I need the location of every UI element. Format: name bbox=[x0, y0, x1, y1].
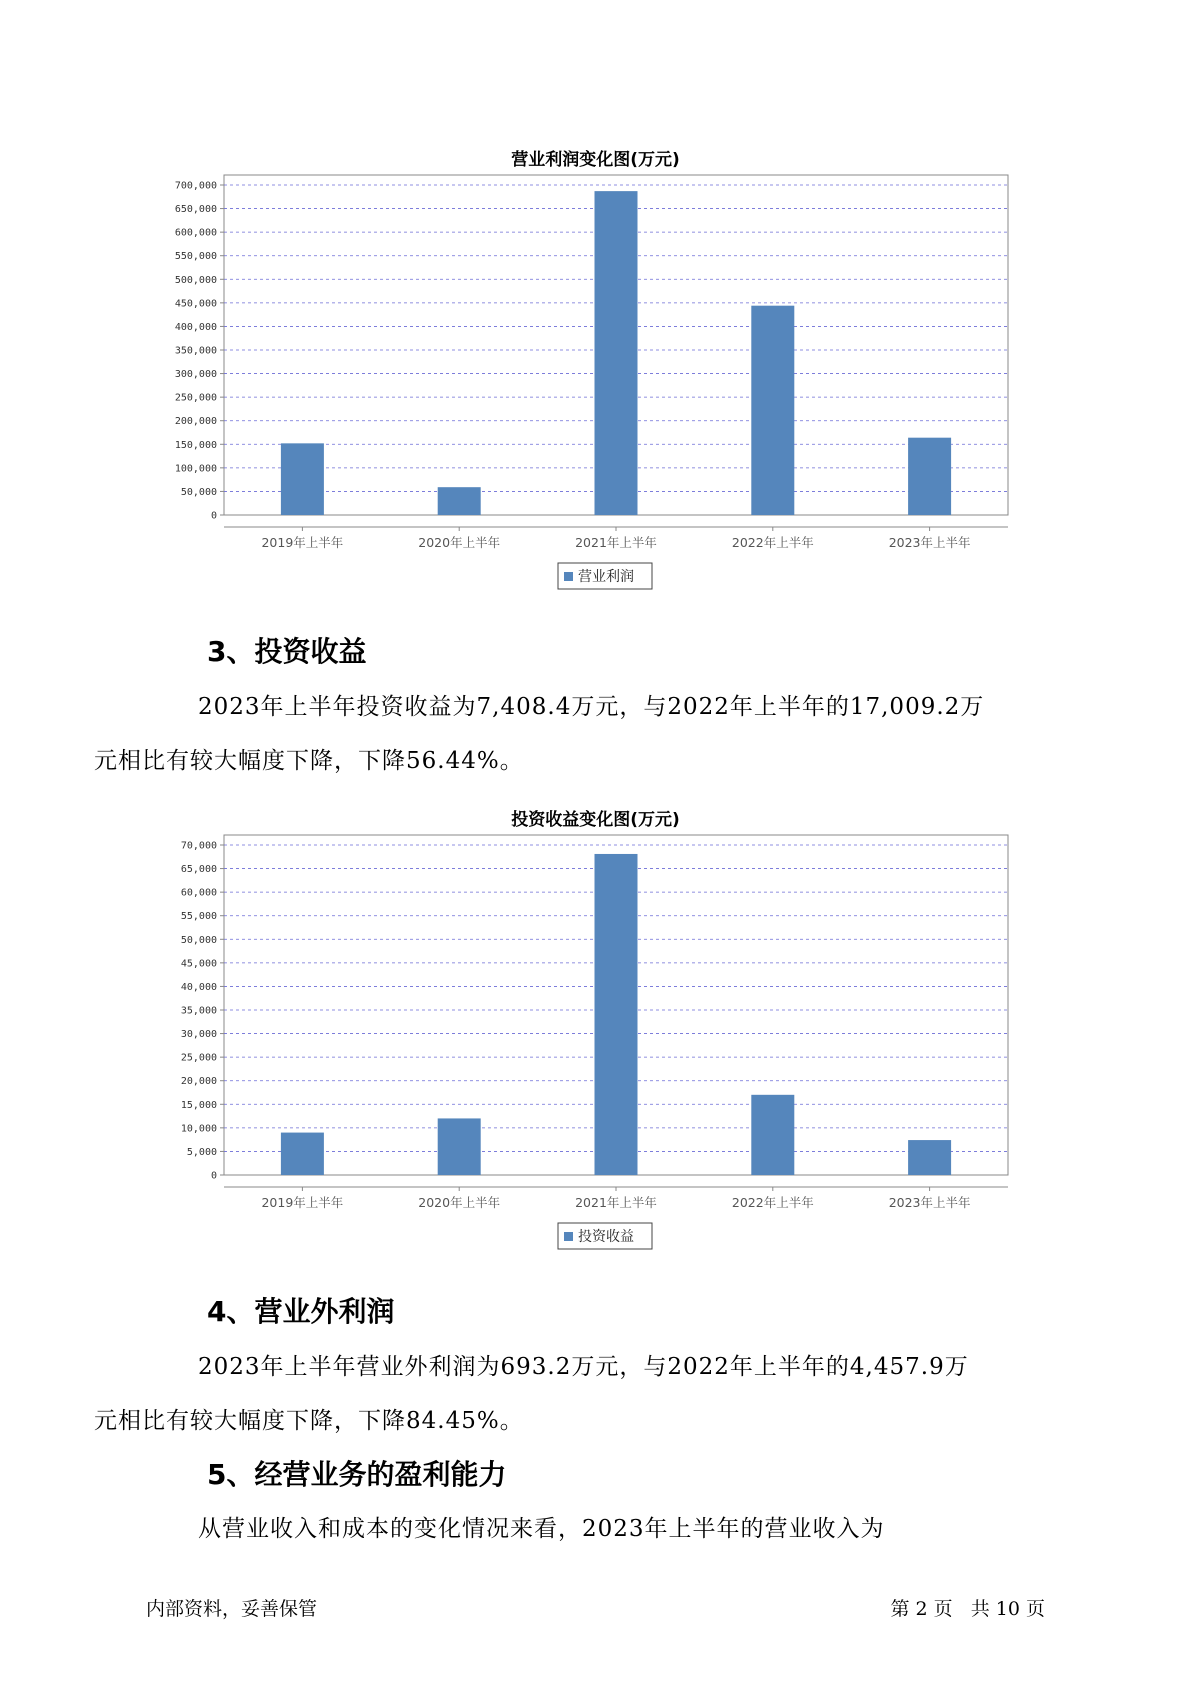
chart1-y-tick-label: 600,000 bbox=[174, 227, 217, 239]
chart1-y-tick-label: 150,000 bbox=[174, 439, 217, 451]
chart2-bar bbox=[595, 854, 638, 1175]
chart1-legend-label: 营业利润 bbox=[578, 569, 634, 585]
chart1-bar bbox=[281, 443, 324, 515]
chart1-y-tick-label: 100,000 bbox=[174, 463, 217, 475]
chart2-y-tick-label: 10,000 bbox=[180, 1123, 217, 1135]
section-4-line2: 元相比有较大幅度下降，下降84.45%。 bbox=[94, 1408, 524, 1434]
chart2-y-tick-label: 60,000 bbox=[180, 887, 217, 899]
chart2-y-tick-label: 5,000 bbox=[186, 1146, 217, 1158]
chart1-y-tick-label: 700,000 bbox=[174, 180, 217, 192]
footer-page-number: 第 2 页 共 10 页 bbox=[890, 1598, 1045, 1620]
chart1-bar bbox=[751, 306, 794, 515]
footer-left: 内部资料，妥善保管 bbox=[146, 1598, 318, 1620]
chart2-y-tick-label: 55,000 bbox=[180, 911, 217, 923]
chart1-y-tick-label: 350,000 bbox=[174, 345, 217, 357]
chart2-bar bbox=[908, 1140, 951, 1175]
chart2-y-tick-label: 25,000 bbox=[180, 1052, 217, 1064]
chart2-legend-swatch bbox=[564, 1232, 573, 1241]
section-3-heading: 3、投资收益 bbox=[207, 635, 367, 668]
chart2-y-tick-label: 40,000 bbox=[180, 981, 217, 993]
chart2-y-tick-label: 30,000 bbox=[180, 1029, 217, 1041]
chart1-x-tick-label: 2021年上半年 bbox=[575, 535, 657, 550]
chart1-y-tick-label: 50,000 bbox=[180, 486, 217, 498]
chart2-bar bbox=[281, 1133, 324, 1175]
chart2-y-tick-label: 15,000 bbox=[180, 1099, 217, 1111]
chart1-y-tick-label: 450,000 bbox=[174, 298, 217, 310]
section-4-paragraph bbox=[94, 1340, 1046, 1448]
chart2-bar bbox=[751, 1095, 794, 1175]
chart2-legend-label: 投资收益 bbox=[578, 1229, 634, 1245]
chart1-x-tick-label: 2020年上半年 bbox=[418, 535, 501, 550]
chart2-bar bbox=[438, 1118, 481, 1175]
chart2-y-tick-label: 45,000 bbox=[180, 958, 217, 970]
chart2-x-tick-label: 2020年上半年 bbox=[418, 1195, 501, 1210]
section-3-line1: 2023年上半年投资收益为7,408.4万元，与2022年上半年的17,009.2万 bbox=[198, 694, 985, 720]
chart2-y-tick-label: 20,000 bbox=[180, 1076, 217, 1088]
chart1-y-tick-label: 250,000 bbox=[174, 392, 217, 404]
section-4-heading: 4、营业外利润 bbox=[207, 1295, 395, 1328]
section-3-line2: 元相比有较大幅度下降，下降56.44%。 bbox=[94, 748, 524, 774]
chart2-y-tick-label: 0 bbox=[210, 1170, 217, 1182]
chart1-x-tick-label: 2022年上半年 bbox=[731, 535, 814, 550]
operating-profit-chart bbox=[0, 170, 1191, 610]
chart2-x-tick-label: 2023年上半年 bbox=[888, 1195, 971, 1210]
chart1-x-tick-label: 2019年上半年 bbox=[261, 535, 344, 550]
chart2-y-tick-label: 50,000 bbox=[180, 934, 217, 946]
chart1-legend-swatch bbox=[564, 572, 573, 581]
chart1-title: 营业利润变化图(万元) bbox=[511, 150, 680, 170]
chart2-title: 投资收益变化图(万元) bbox=[511, 810, 680, 830]
chart1-bar bbox=[595, 191, 638, 515]
chart1-y-tick-label: 400,000 bbox=[174, 321, 217, 333]
chart1-y-tick-label: 650,000 bbox=[174, 204, 217, 216]
section-3-paragraph bbox=[94, 680, 1046, 788]
chart1-x-tick-label: 2023年上半年 bbox=[888, 535, 971, 550]
investment-income-chart bbox=[0, 830, 1191, 1270]
chart2-y-tick-label: 35,000 bbox=[180, 1005, 217, 1017]
chart2-y-tick-label: 65,000 bbox=[180, 864, 217, 876]
chart1-y-tick-label: 300,000 bbox=[174, 369, 217, 381]
chart2-x-tick-label: 2021年上半年 bbox=[575, 1195, 657, 1210]
section-5-heading: 5、经营业务的盈利能力 bbox=[207, 1458, 507, 1491]
chart1-y-tick-label: 550,000 bbox=[174, 251, 217, 263]
chart1-bar bbox=[908, 438, 951, 515]
chart1-bar bbox=[438, 487, 481, 515]
chart1-y-tick-label: 200,000 bbox=[174, 416, 217, 428]
section-5-paragraph bbox=[146, 1502, 1046, 1556]
section-4-line1: 2023年上半年营业外利润为693.2万元，与2022年上半年的4,457.9万 bbox=[198, 1354, 969, 1380]
section-5-line1: 从营业收入和成本的变化情况来看，2023年上半年的营业收入为 bbox=[198, 1516, 885, 1542]
chart2-y-tick-label: 70,000 bbox=[180, 840, 217, 852]
chart1-y-tick-label: 500,000 bbox=[174, 274, 217, 286]
chart2-x-tick-label: 2022年上半年 bbox=[731, 1195, 814, 1210]
chart1-y-tick-label: 0 bbox=[210, 510, 217, 522]
chart2-x-tick-label: 2019年上半年 bbox=[261, 1195, 344, 1210]
